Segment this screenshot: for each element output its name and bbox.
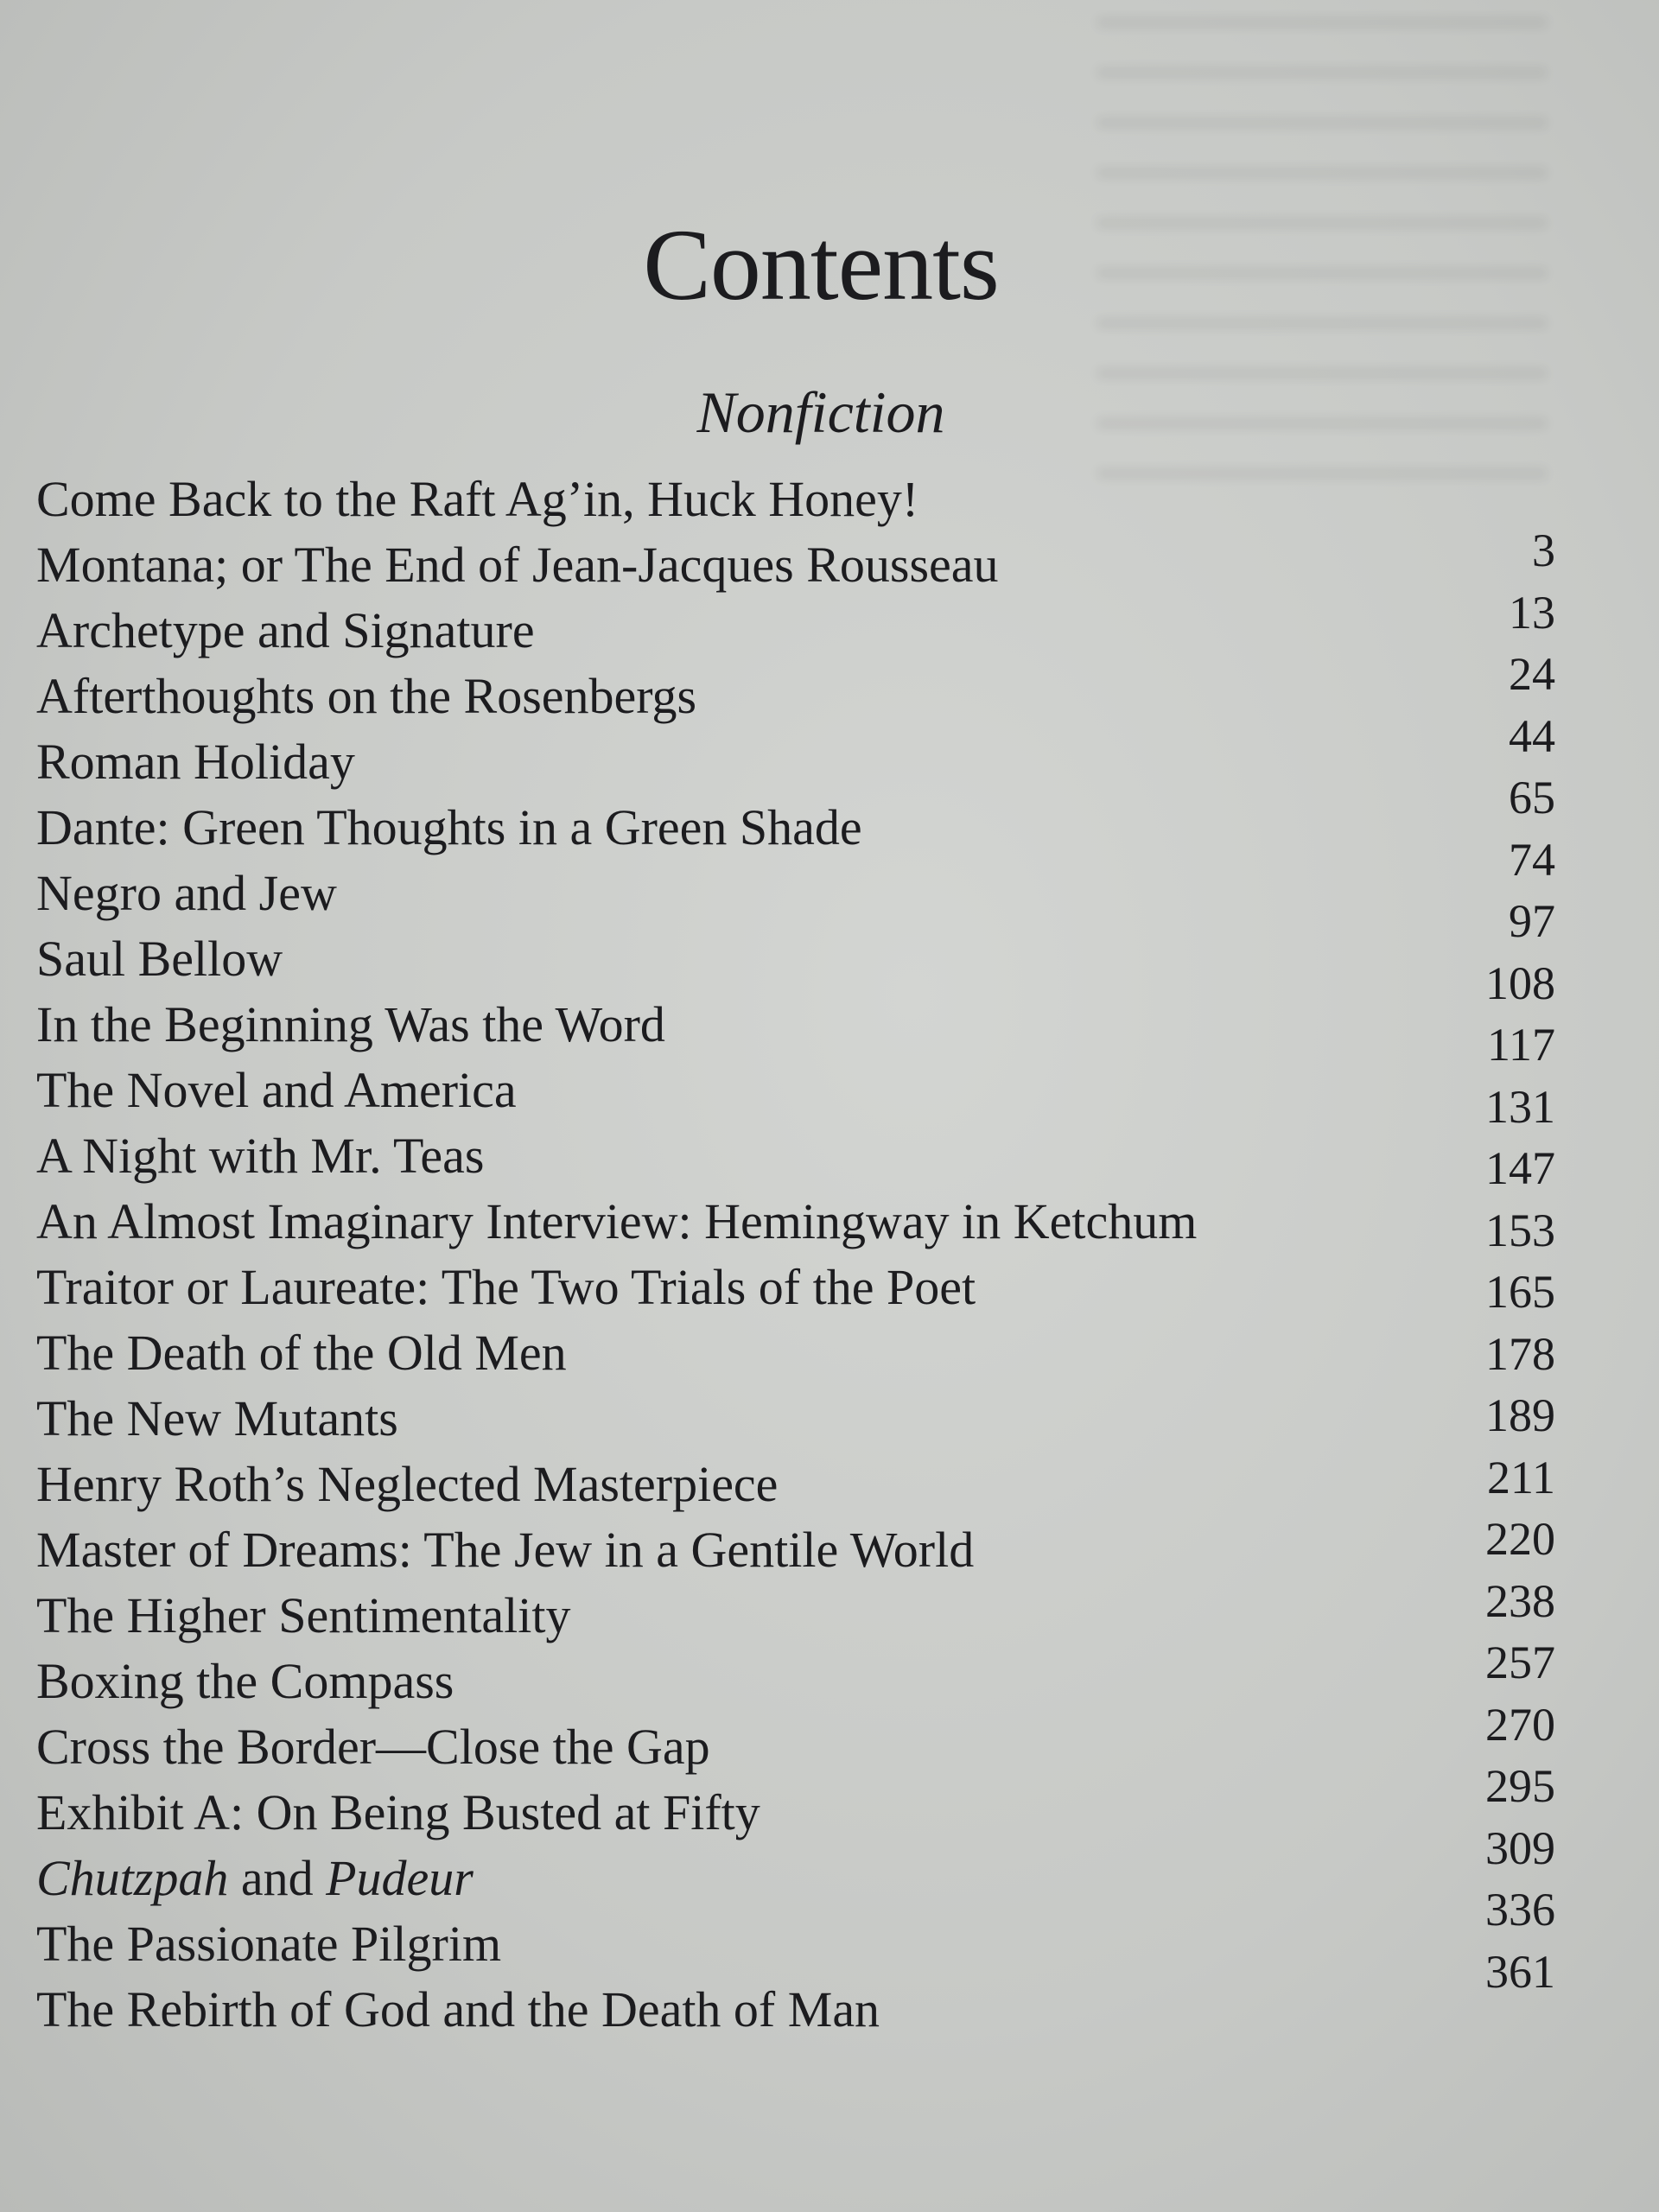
toc-page-number: 147	[1485, 1142, 1555, 1194]
toc-entry-title-italic-b: Pudeur	[326, 1850, 474, 1906]
toc-page-number: 178	[1485, 1327, 1555, 1380]
toc-entry-title	[36, 1846, 1197, 1911]
toc-entry-title: Archetype and Signature	[36, 602, 535, 658]
toc-page-number: 13	[1509, 586, 1555, 639]
toc-entry-title: Afterthoughts on the Rosenbergs	[36, 668, 697, 724]
toc-page-number: 309	[1485, 1821, 1555, 1874]
toc-page-number: 97	[1509, 895, 1555, 947]
toc-page-number: 257	[1485, 1637, 1555, 1688]
toc-entry-title: Dante: Green Thoughts in a Green Shade	[36, 799, 862, 855]
toc-entry-title: An Almost Imaginary Interview: Hemingway in Ketchum	[36, 1193, 1198, 1249]
toc-page-number: 44	[1509, 709, 1555, 762]
toc-entry-title: In the Beginning Was the Word	[36, 996, 665, 1052]
toc-page-number: 117	[1487, 1019, 1555, 1071]
toc-entry-title: The Death of the Old Men	[36, 1325, 567, 1381]
toc-entry-title: The Rebirth of God and the Death of Man	[36, 1981, 880, 2037]
toc-page-number: 211	[1487, 1451, 1555, 1503]
toc-page-number: 220	[1485, 1513, 1555, 1565]
toc-entry-title: The Passionate Pilgrim	[36, 1916, 502, 1972]
toc-title-list	[36, 467, 1197, 2043]
toc-entry-title: Master of Dreams: The Jew in a Gentile World	[36, 1522, 975, 1578]
toc-entry-title: The Novel and America	[36, 1062, 517, 1118]
toc-page-number: 361	[1485, 1945, 1555, 1998]
page-title: Contents	[643, 208, 999, 322]
toc-entry-title-connector: and	[228, 1850, 327, 1906]
toc-page-number-list	[1485, 520, 1555, 2003]
toc-page-number: 165	[1485, 1266, 1555, 1318]
toc-page-number: 270	[1485, 1698, 1555, 1751]
toc-entry-title: Montana; or The End of Jean-Jacques Rousseau	[36, 537, 999, 593]
toc-page-number: 336	[1485, 1884, 1555, 1936]
toc-page-number: 153	[1485, 1204, 1555, 1256]
toc-page-number: 295	[1485, 1760, 1555, 1812]
toc-entry-title: Negro and Jew	[36, 865, 337, 921]
toc-entry-title-italic-a: Chutzpah	[36, 1850, 229, 1906]
toc-entry-title: Roman Holiday	[36, 734, 355, 790]
toc-entry-title: Saul Bellow	[36, 931, 283, 987]
toc-entry-title: Exhibit A: On Being Busted at Fifty	[36, 1784, 760, 1840]
toc-entry-title: Boxing the Compass	[36, 1653, 454, 1709]
toc-entry-title: A Night with Mr. Teas	[36, 1128, 485, 1184]
toc-page-number: 238	[1485, 1574, 1555, 1627]
toc-page-number: 74	[1509, 833, 1555, 886]
toc-entry-title: The Higher Sentimentality	[36, 1587, 571, 1643]
section-heading: Nonfiction	[696, 379, 945, 445]
toc-page-number: 65	[1509, 772, 1555, 823]
toc-page-number: 3	[1532, 524, 1555, 576]
toc-entry-title: Cross the Border—Close the Gap	[36, 1719, 710, 1775]
toc-entry-title: Traitor or Laureate: The Two Trials of the Poet	[36, 1259, 976, 1315]
toc-entry-title: Henry Roth’s Neglected Masterpiece	[36, 1456, 779, 1512]
toc-entry-title: The New Mutants	[36, 1390, 398, 1446]
toc-page-number: 131	[1485, 1080, 1555, 1133]
toc-page-number: 24	[1509, 648, 1555, 700]
toc-page-number: 189	[1485, 1389, 1555, 1441]
toc-page-number: 108	[1485, 957, 1555, 1009]
toc-entry-title: Come Back to the Raft Ag’in, Huck Honey!	[36, 471, 919, 527]
